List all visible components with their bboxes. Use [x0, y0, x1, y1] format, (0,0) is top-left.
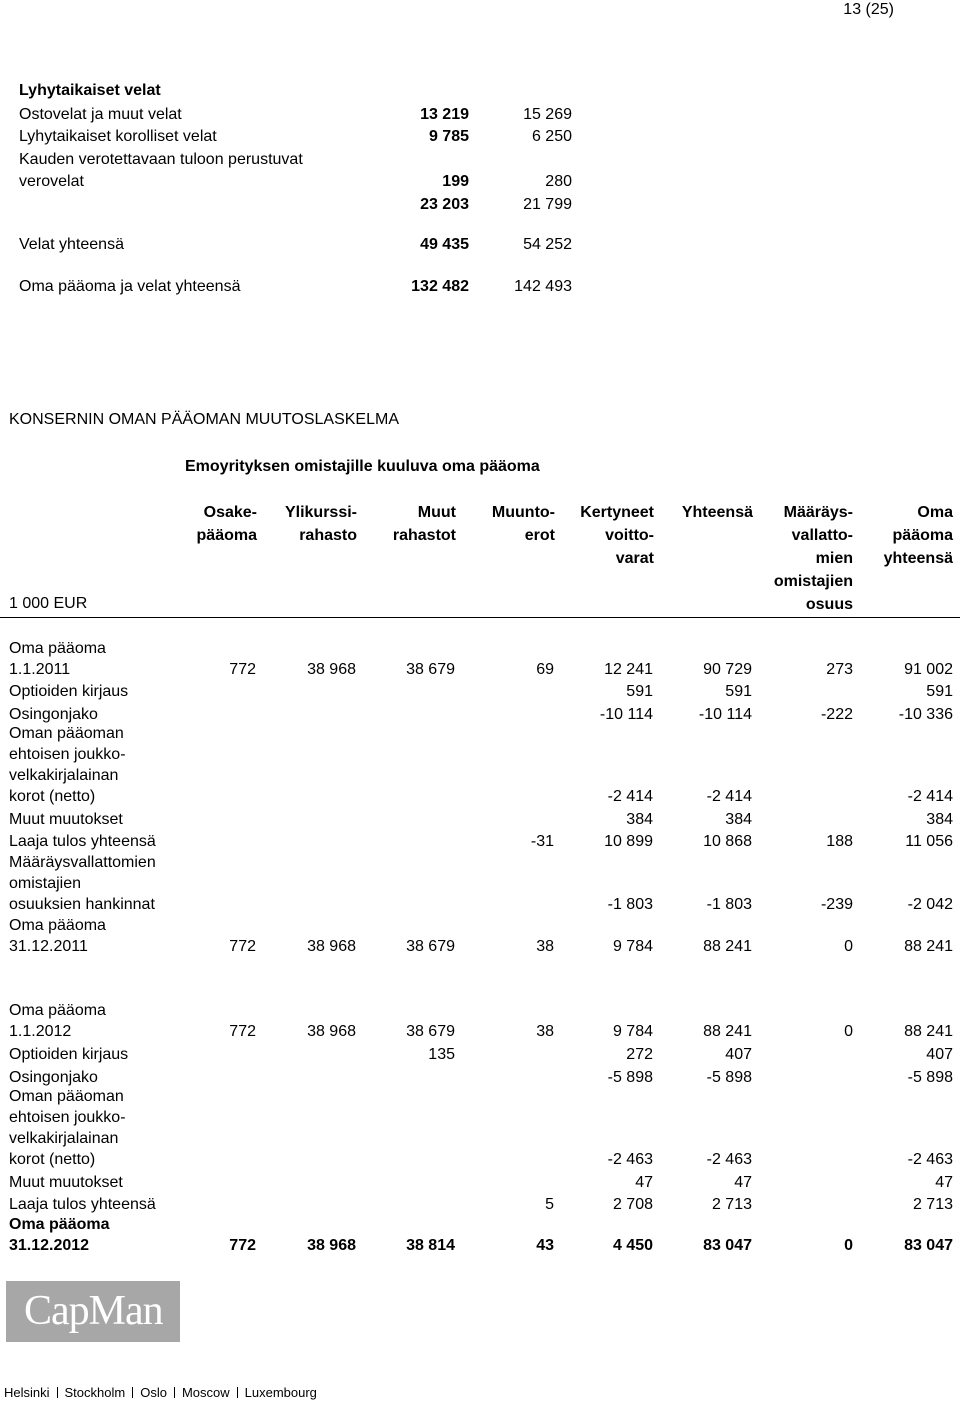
column-header-line: pääoma [892, 527, 953, 544]
equity-row [9, 0, 954, 1256]
footer-separator [57, 1387, 58, 1398]
row-label-line: Laaja tulos yhteensä [9, 833, 156, 850]
equity-group-header: Emoyrityksen omistajille kuuluva oma pääoma [185, 458, 540, 475]
equity-cell: 5 [545, 1196, 554, 1213]
liability-value-previous: 54 252 [523, 236, 572, 253]
equity-cell: 38 679 [406, 661, 455, 678]
equity-cell: -2 463 [706, 1151, 752, 1168]
equity-cell: 69 [536, 661, 554, 678]
equity-cell: 407 [725, 1046, 752, 1063]
liability-value-previous: 21 799 [523, 196, 572, 213]
equity-cell: -239 [820, 896, 853, 913]
column-header-line: yhteensä [883, 550, 953, 567]
equity-cell: 38 [536, 938, 554, 955]
row-label-line: Osingonjako [9, 1069, 98, 1086]
column-header-line: vallatto- [791, 527, 853, 544]
row-label-line: ehtoisen joukko- [9, 1109, 126, 1126]
equity-cell: 273 [826, 661, 853, 678]
column-header-line: osuus [805, 596, 853, 613]
row-label-line: Muut muutokset [9, 1174, 123, 1191]
column-header-line: erot [524, 527, 555, 544]
row-label-line: Oma pääoma [9, 640, 106, 657]
row-label-line: Optioiden kirjaus [9, 1046, 129, 1063]
liability-value-previous: 142 493 [514, 278, 572, 295]
equity-cell: 38 679 [406, 938, 455, 955]
equity-cell: 38 814 [406, 1237, 455, 1254]
equity-cell: -5 898 [706, 1069, 752, 1086]
row-label-line: 31.12.2011 [9, 938, 88, 955]
equity-cell: -5 898 [907, 1069, 953, 1086]
equity-cell: 10 899 [604, 833, 653, 850]
equity-cell: 2 708 [612, 1196, 653, 1213]
column-header-line: voitto- [605, 527, 654, 544]
row-label-line: Oma pääoma [9, 917, 106, 934]
liability-label: Ostovelat ja muut velat [19, 106, 182, 123]
liabilities-heading: Lyhytaikaiset velat [19, 82, 161, 99]
column-header-line: Määräys- [783, 504, 853, 521]
unit-label: 1 000 EUR [9, 595, 88, 612]
column-header-line: Oma [917, 504, 953, 521]
liability-value-previous: 15 269 [523, 106, 572, 123]
column-header-line: rahasto [299, 527, 357, 544]
equity-cell: 772 [229, 1023, 256, 1040]
row-label-line: Optioiden kirjaus [9, 683, 129, 700]
liability-label: Lyhytaikaiset korolliset velat [19, 128, 217, 145]
column-header-line: Kertyneet [580, 504, 654, 521]
equity-cell: 88 241 [703, 1023, 752, 1040]
column-header-line: Ylikurssi- [284, 504, 357, 521]
equity-cell: 0 [844, 938, 853, 955]
equity-cell: -2 042 [907, 896, 953, 913]
column-header-line: mien [815, 550, 853, 567]
equity-cell: -10 114 [599, 706, 653, 723]
column-header-line: Muunto- [491, 504, 555, 521]
footer-location: Luxembourg [244, 1385, 317, 1400]
row-label-line: korot (netto) [9, 788, 96, 805]
footer-location: Moscow [181, 1385, 230, 1400]
equity-cell: 47 [935, 1174, 953, 1191]
footer-location: Oslo [140, 1385, 167, 1400]
row-label-line: Oma pääoma [9, 1002, 106, 1019]
equity-cell: 38 968 [307, 661, 356, 678]
liability-value-current: 13 219 [420, 106, 469, 123]
equity-cell: 47 [635, 1174, 653, 1191]
liability-label: verovelat [19, 173, 84, 190]
equity-cell: 9 784 [612, 938, 653, 955]
row-label-line: korot (netto) [9, 1151, 96, 1168]
equity-cell: -222 [820, 706, 853, 723]
equity-cell: -2 463 [907, 1151, 953, 1168]
equity-cell: 772 [229, 1237, 256, 1254]
row-label-line: ehtoisen joukko- [9, 746, 126, 763]
equity-cell: 135 [428, 1046, 455, 1063]
equity-cell: -1 803 [607, 896, 653, 913]
equity-cell: -31 [530, 833, 554, 850]
equity-row-label [9, 1214, 109, 1256]
equity-cell: 772 [229, 938, 256, 955]
equity-cell: 43 [536, 1237, 554, 1254]
liability-value-current: 132 482 [411, 278, 469, 295]
column-header-line: omistajien [773, 573, 853, 590]
capman-logo [6, 1281, 180, 1342]
equity-cell: 88 241 [904, 1023, 953, 1040]
equity-cell: 83 047 [904, 1237, 953, 1254]
equity-cell: 188 [826, 833, 853, 850]
equity-cell: 11 056 [905, 833, 953, 850]
equity-cell: 38 968 [307, 1237, 356, 1254]
equity-cell: 83 047 [703, 1237, 752, 1254]
footer-separator [132, 1387, 133, 1398]
equity-cell: -10 336 [898, 706, 953, 723]
equity-cell: 772 [229, 661, 256, 678]
equity-cell: -2 463 [607, 1151, 653, 1168]
column-header-line: pääoma [196, 527, 257, 544]
footer-separator [174, 1387, 175, 1398]
row-label-line: omistajien [9, 875, 82, 892]
equity-cell: 384 [926, 811, 953, 828]
row-label-line: 31.12.2012 [9, 1237, 90, 1254]
column-header-line: Osake- [203, 504, 257, 521]
liability-label: Kauden verotettavaan tuloon perustuvat [19, 151, 303, 168]
row-label-line: Oma pääoma [9, 1216, 110, 1233]
footer-location: Helsinki [4, 1385, 50, 1400]
liability-value-previous: 280 [545, 173, 572, 190]
equity-cell: 407 [926, 1046, 953, 1063]
equity-cell: -2 414 [607, 788, 653, 805]
liability-value-previous: 6 250 [531, 128, 572, 145]
equity-cell: 88 241 [904, 938, 953, 955]
footer-locations [4, 1385, 317, 1400]
liability-value-current: 23 203 [420, 196, 469, 213]
column-header-line: varat [615, 550, 654, 567]
equity-cell: 4 450 [612, 1237, 653, 1254]
row-label-line: Määräysvallattomien [9, 854, 156, 871]
equity-cell: 9 784 [612, 1023, 653, 1040]
equity-cell: 38 968 [307, 938, 356, 955]
equity-cell: -2 414 [706, 788, 752, 805]
equity-cell: 591 [926, 683, 953, 700]
footer-separator [237, 1387, 238, 1398]
row-label-line: osuuksien hankinnat [9, 896, 155, 913]
equity-cell: -1 803 [706, 896, 752, 913]
equity-cell: 88 241 [703, 938, 752, 955]
logo-text: CapMan [24, 1288, 163, 1334]
equity-cell: -2 414 [907, 788, 953, 805]
liability-value-current: 9 785 [428, 128, 469, 145]
liability-value-current: 199 [442, 173, 469, 190]
page-number: 13 (25) [843, 1, 894, 18]
equity-cell: 10 868 [703, 833, 752, 850]
row-label-line: 1.1.2012 [9, 1023, 72, 1040]
equity-cell: 591 [626, 683, 653, 700]
column-header-line: Muut [417, 504, 456, 521]
row-label-line: velkakirjalainan [9, 767, 119, 784]
equity-cell: 90 729 [703, 661, 752, 678]
equity-cell: 38 679 [406, 1023, 455, 1040]
equity-cell: 591 [725, 683, 752, 700]
liability-label: Oma pääoma ja velat yhteensä [19, 278, 241, 295]
footer-location: Stockholm [64, 1385, 126, 1400]
equity-cell: 272 [626, 1046, 653, 1063]
equity-cell: 384 [725, 811, 752, 828]
equity-cell: 0 [844, 1237, 853, 1254]
row-label-line: Oman pääoman [9, 1088, 124, 1105]
row-label-line: Muut muutokset [9, 811, 123, 828]
equity-cell: 38 968 [307, 1023, 356, 1040]
row-label-line: 1.1.2011 [9, 661, 71, 678]
row-label-line: Laaja tulos yhteensä [9, 1196, 156, 1213]
column-header-line: Yhteensä [681, 504, 753, 521]
liability-label: Velat yhteensä [19, 236, 124, 253]
equity-cell: 47 [734, 1174, 752, 1191]
equity-cell: 12 241 [604, 661, 653, 678]
equity-cell: 384 [626, 811, 653, 828]
row-label-line: Oman pääoman [9, 725, 124, 742]
equity-cell: 0 [844, 1023, 853, 1040]
row-label-line: Osingonjako [9, 706, 98, 723]
row-label-line: velkakirjalainan [9, 1130, 119, 1147]
column-header-line: rahastot [392, 527, 456, 544]
equity-cell: 91 002 [904, 661, 953, 678]
liability-value-current: 49 435 [420, 236, 469, 253]
equity-cell: 38 [536, 1023, 554, 1040]
equity-cell: 2 713 [711, 1196, 752, 1213]
equity-cell: -5 898 [607, 1069, 653, 1086]
equity-cell: 2 713 [912, 1196, 953, 1213]
equity-title: KONSERNIN OMAN PÄÄOMAN MUUTOSLASKELMA [9, 411, 399, 428]
equity-cell: -10 114 [698, 706, 752, 723]
